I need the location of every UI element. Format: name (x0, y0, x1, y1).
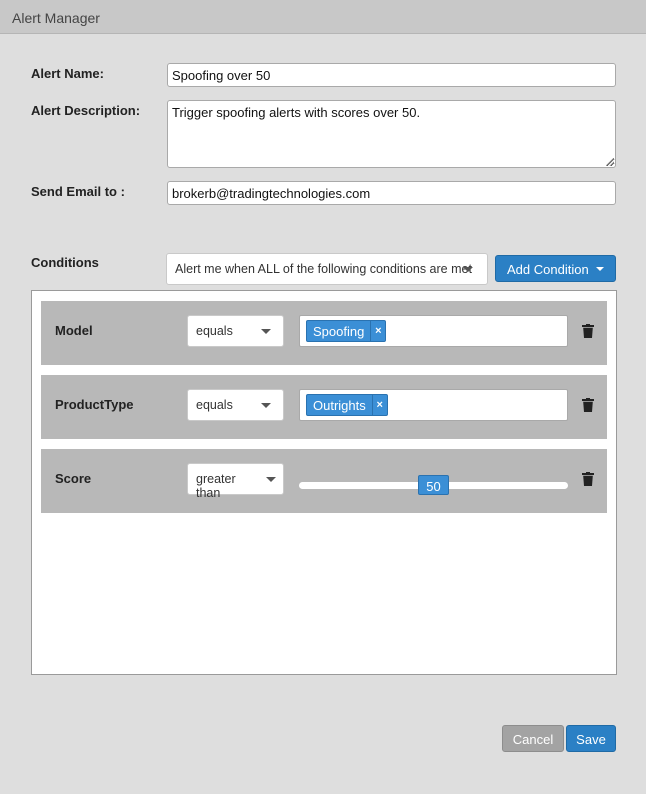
match-mode-value: Alert me when ALL of the following conditions are met (175, 262, 472, 276)
operator-value: equals (196, 324, 233, 338)
operator-select[interactable] (187, 315, 284, 347)
operator-select[interactable] (187, 463, 284, 500)
operator-select[interactable] (187, 389, 284, 421)
value-tag-input[interactable] (299, 389, 568, 421)
resize-grip-icon[interactable] (606, 158, 614, 166)
match-mode-select[interactable] (166, 253, 488, 285)
operator-value: greater than (196, 472, 236, 500)
alert-name-input[interactable]: Spoofing over 50 (167, 63, 616, 87)
send-email-input[interactable]: brokerb@tradingtechnologies.com (167, 181, 616, 205)
value-tag (306, 320, 386, 342)
alert-name-label: Alert Name: (31, 66, 104, 81)
alert-description-text: Trigger spoofing alerts with scores over 50. (172, 105, 421, 120)
save-button[interactable]: Save (566, 725, 616, 752)
send-email-label: Send Email to : (31, 184, 125, 199)
condition-field: Score (55, 471, 92, 486)
trash-icon[interactable] (582, 398, 594, 412)
value-tag-label: Spoofing (313, 323, 365, 339)
condition-row-score (41, 449, 607, 513)
chevron-down-icon (463, 267, 473, 272)
trash-icon[interactable] (582, 472, 594, 486)
chevron-down-icon (266, 477, 276, 482)
trash-icon[interactable] (582, 324, 594, 338)
condition-field: Model (55, 323, 93, 338)
conditions-panel (31, 290, 617, 675)
chevron-down-icon (261, 403, 271, 408)
alert-description-label: Alert Description: (31, 103, 141, 118)
operator-value: equals (196, 398, 233, 412)
chevron-down-icon (596, 267, 604, 271)
condition-row-producttype (41, 375, 607, 439)
value-tag-label: Outrights (313, 397, 366, 413)
chevron-down-icon (261, 329, 271, 334)
add-condition-button[interactable] (495, 255, 616, 282)
value-tag (306, 394, 388, 416)
score-slider-handle[interactable]: 50 (418, 475, 449, 495)
condition-row-model (41, 301, 607, 365)
condition-field: ProductType (55, 397, 134, 412)
close-icon[interactable]: × (370, 321, 385, 341)
close-icon[interactable]: × (372, 395, 387, 415)
window-title: Alert Manager (0, 0, 646, 34)
alert-description-textarea[interactable] (167, 100, 616, 168)
cancel-button[interactable]: Cancel (502, 725, 564, 752)
value-tag-input[interactable] (299, 315, 568, 347)
add-condition-label: Add Condition (507, 262, 589, 277)
conditions-label: Conditions (31, 255, 99, 270)
